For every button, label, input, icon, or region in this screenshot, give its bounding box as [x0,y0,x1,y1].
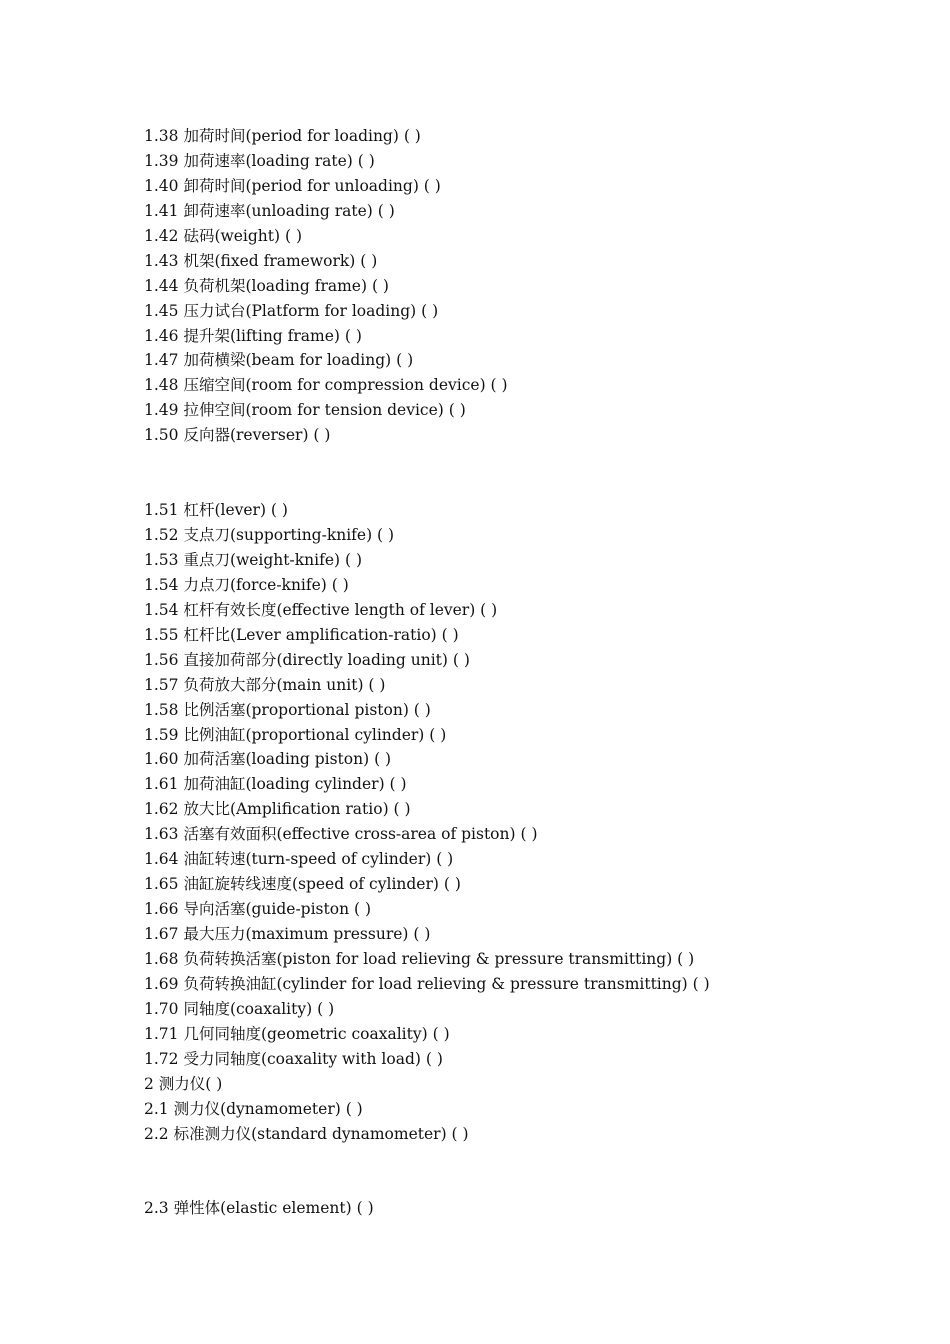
term-line: 1.42 砝码(weight) ( ) [144,226,303,245]
term-line: 1.46 提升架(lifting frame) ( ) [144,326,362,345]
term-line: 1.54 力点刀(force-knife) ( ) [144,575,349,594]
term-line: 1.61 加荷油缸(loading cylinder) ( ) [144,775,407,794]
term-group-2 [144,498,904,1146]
section-heading: 2 测力仪( ) [144,1074,223,1093]
blank-line [144,1146,904,1171]
term-line: 1.67 最大压力(maximum pressure) ( ) [144,925,431,943]
term-line: 1.62 放大比(Amplification ratio) ( ) [144,800,411,819]
document-body [144,124,904,1221]
blank-line [144,448,904,473]
term-line: 1.72 受力同轴度(coaxality with load) ( ) [144,1049,443,1068]
term-line: 1.54 杠杆有效长度(effective length of lever) ( ) [144,600,498,619]
term-line: 1.71 几何同轴度(geometric coaxality) ( ) [144,1024,450,1043]
term-line: 1.49 拉伸空间(room for tension device) ( ) [144,401,466,420]
term-line: 1.70 同轴度(coaxality) ( ) [144,999,335,1018]
term-line: 2.1 测力仪(dynamometer) ( ) [144,1099,363,1118]
term-line: 1.57 负荷放大部分(main unit) ( ) [144,675,386,694]
term-line: 1.59 比例油缸(proportional cylinder) ( ) [144,725,447,744]
term-line: 1.55 杠杆比(Lever amplification-ratio) ( ) [144,625,459,644]
term-line: 1.53 重点刀(weight-knife) ( ) [144,550,362,569]
term-line: 1.58 比例活塞(proportional piston) ( ) [144,700,431,719]
term-line: 1.52 支点刀(supporting-knife) ( ) [144,526,395,544]
term-line: 1.60 加荷活塞(loading piston) ( ) [144,750,392,769]
term-line: 2.3 弹性体(elastic element) ( ) [144,1199,374,1218]
term-line: 1.44 负荷机架(loading frame) ( ) [144,276,389,295]
term-line: 1.64 油缸转速(turn-speed of cylinder) ( ) [144,850,454,869]
term-line: 1.47 加荷横梁(beam for loading) ( ) [144,351,414,370]
blank-line [144,1171,904,1196]
term-group-1 [144,124,904,448]
term-line: 2.2 标准测力仪(standard dynamometer) ( ) [144,1124,469,1143]
term-line: 1.45 压力试台(Platform for loading) ( ) [144,301,439,320]
term-line: 1.63 活塞有效面积(effective cross-area of piston) ( ) [144,825,538,844]
term-line: 1.38 加荷时间(period for loading) ( ) [144,127,421,145]
blank-line [144,473,904,498]
term-line: 1.66 导向活塞(guide-piston ( ) [144,900,372,919]
term-line: 1.41 卸荷速率(unloading rate) ( ) [144,201,395,220]
term-line: 1.68 负荷转换活塞(piston for load relieving & pressure transmitting) ( ) [144,949,695,968]
term-line: 1.51 杠杆(lever) ( ) [144,501,288,520]
term-line: 1.39 加荷速率(loading rate) ( ) [144,151,375,170]
term-line: 1.40 卸荷时间(period for unloading) ( ) [144,176,441,195]
term-line: 1.43 机架(fixed framework) ( ) [144,251,378,270]
term-group-3 [144,1196,904,1221]
term-line: 1.69 负荷转换油缸(cylinder for load relieving & pressure transmitting) ( ) [144,974,710,993]
term-line: 1.56 直接加荷部分(directly loading unit) ( ) [144,650,470,669]
term-line: 1.65 油缸旋转线速度(speed of cylinder) ( ) [144,875,461,894]
term-line: 1.48 压缩空间(room for compression device) ( ) [144,376,508,395]
term-line: 1.50 反向器(reverser) ( ) [144,426,331,445]
